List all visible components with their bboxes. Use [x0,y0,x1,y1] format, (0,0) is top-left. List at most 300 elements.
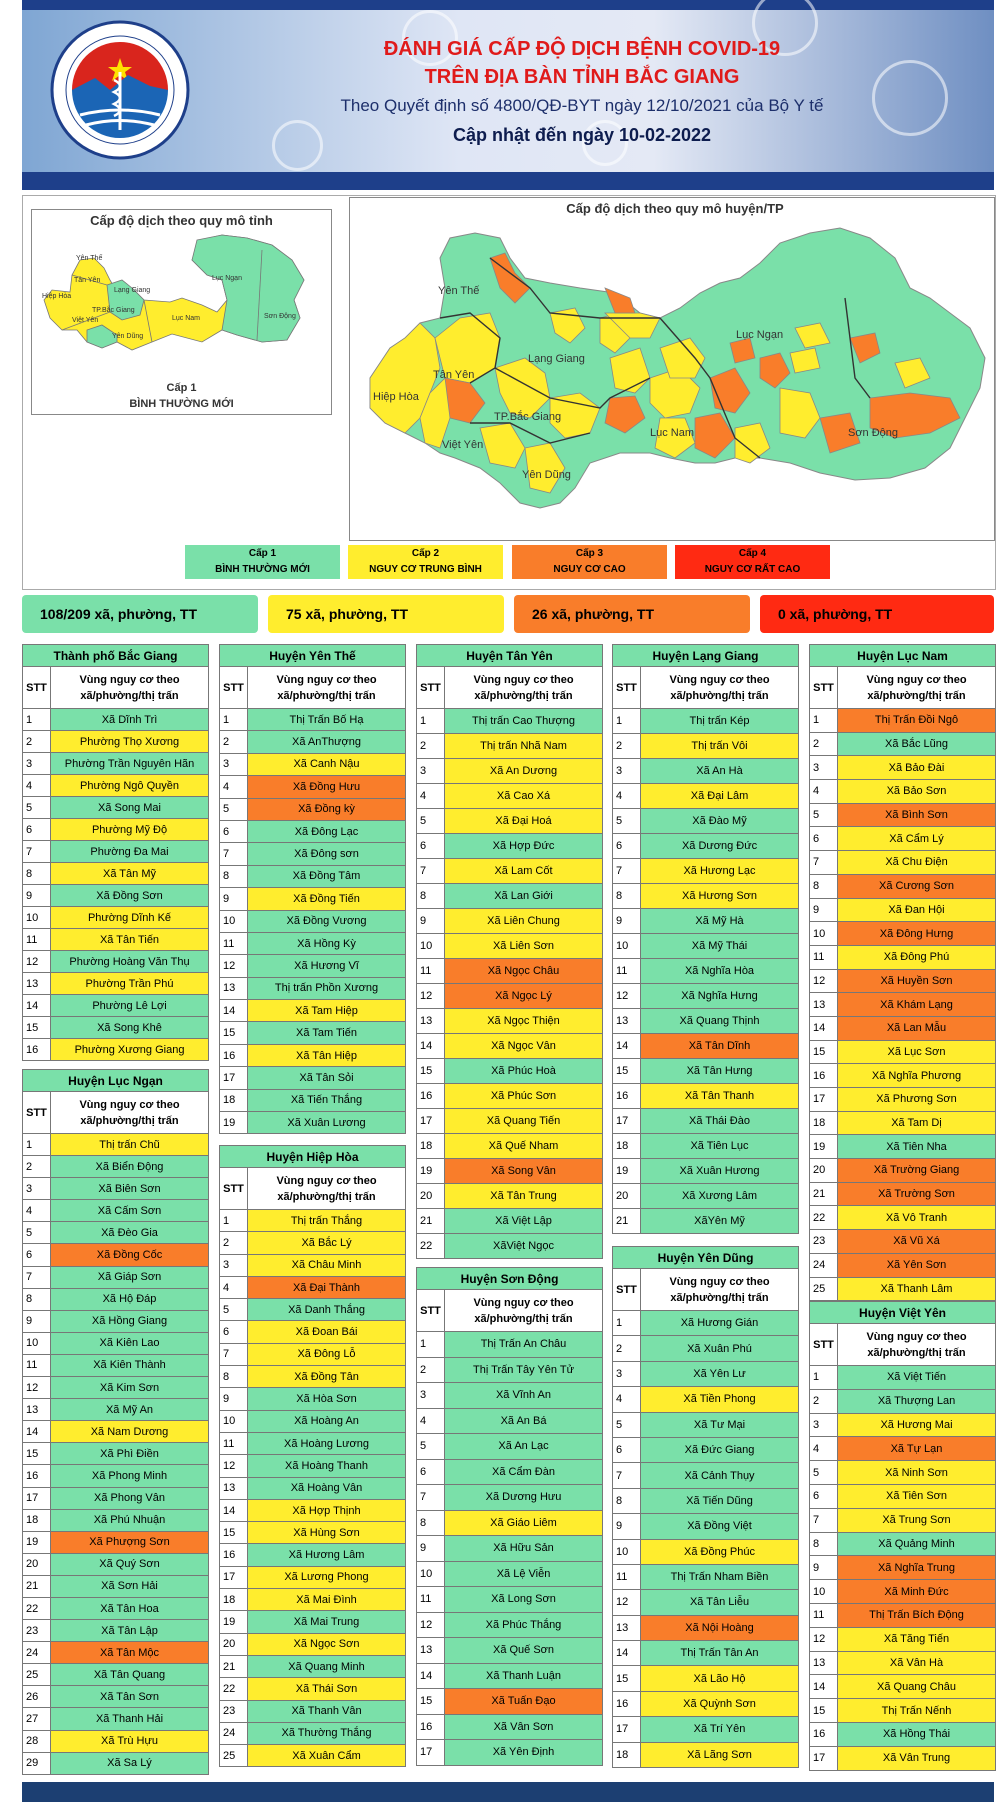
row-commune-name: Xã Xuân Hương [641,1159,799,1184]
row-stt: 10 [613,934,641,959]
row-stt: 25 [220,1745,248,1767]
row-commune-name: Thị trấn Vôi [641,734,799,759]
row-stt: 3 [417,759,445,784]
row-commune-name: Xã Hợp Đức [445,834,603,859]
table-row [810,1040,996,1064]
table-row [613,984,799,1009]
row-stt: 17 [810,1746,838,1770]
province-map-label: Tân Yên [74,277,101,284]
table-row [810,732,996,756]
row-commune-name: Xã Chu Điện [838,851,996,875]
row-commune-name: Xã Trù Hựu [51,1730,209,1752]
row-commune-name: Xã Tiền Phong [641,1387,799,1412]
row-stt: 9 [220,888,248,910]
province-map-image [32,230,331,370]
row-commune-name: Xã Hương Lạc [641,859,799,884]
row-stt: 20 [810,1159,838,1183]
row-stt: 6 [417,834,445,859]
col-header-stt: STT [23,667,51,709]
table-row [23,1039,209,1061]
row-stt: 15 [810,1699,838,1723]
table-row [220,888,406,910]
province-map-label: Việt Yên [72,317,99,324]
row-stt: 1 [810,1366,838,1390]
row-stt: 4 [810,780,838,804]
row-commune-name: Xã Tam Dị [838,1111,996,1135]
row-commune-name: Xã Tiến Dũng [641,1488,799,1513]
table-row [220,731,406,753]
row-stt: 12 [220,955,248,977]
row-stt: 3 [23,1178,51,1200]
row-commune-name: Xã Bảo Sơn [838,780,996,804]
row-stt: 9 [613,1514,641,1539]
table-row [810,756,996,780]
table-row [220,776,406,798]
row-commune-name: Xã Trí Yên [641,1717,799,1742]
row-commune-name: Xã Đan Hội [838,898,996,922]
row-commune-name: Xã Cấm Sơn [51,1200,209,1222]
row-stt: 18 [417,1134,445,1159]
district-table [809,1301,996,1771]
health-department-logo [50,20,190,160]
row-stt: 2 [23,731,51,753]
row-commune-name: Xã Quế Nham [445,1134,603,1159]
table-row [613,1666,799,1691]
row-stt: 3 [220,1254,248,1276]
table-row [23,819,209,841]
row-stt: 15 [613,1059,641,1084]
row-stt: 18 [810,1111,838,1135]
row-commune-name: Xã Tân Liễu [641,1590,799,1615]
row-commune-name: Xã Đồng Hưu [248,776,406,798]
row-commune-name: Xã Cẩm Đàn [445,1459,603,1485]
table-row [810,1366,996,1390]
district-map-label: Yên Dũng [522,469,571,481]
row-commune-name: Xã Vân Trung [838,1746,996,1770]
row-commune-name: Xã Nghĩa Hưng [641,984,799,1009]
page-title-line1: ĐÁNH GIÁ CẤP ĐỘ DỊCH BỆNH COVID-19 [383,38,781,60]
row-stt: 13 [23,973,51,995]
update-date: Cập nhật đến ngày 10-02-2022 [452,125,712,145]
row-stt: 15 [220,1522,248,1544]
district-name: Huyện Lục Nam [810,645,996,667]
row-stt: 1 [23,1134,51,1156]
row-commune-name: Xã Hương Mai [838,1413,996,1437]
row-commune-name: Xã Thanh Luận [445,1663,603,1689]
province-map [31,209,332,415]
table-row [220,977,406,999]
row-stt: 18 [613,1134,641,1159]
banner-top-bar [22,0,994,10]
table-row [810,1508,996,1532]
col-header-stt: STT [417,1290,445,1332]
legend-level-desc: NGUY CƠ TRUNG BÌNH [369,564,482,575]
row-commune-name: Thị trấn Kép [641,709,799,734]
col-header-stt: STT [810,667,838,709]
row-stt: 1 [810,709,838,733]
row-commune-name: Xã Lệ Viễn [445,1561,603,1587]
row-commune-name: Xã Xuân Lương [248,1112,406,1134]
row-stt: 4 [220,776,248,798]
row-stt: 7 [23,1266,51,1288]
row-commune-name: Xã Trường Sơn [838,1182,996,1206]
row-stt: 14 [23,995,51,1017]
row-stt: 8 [23,1288,51,1310]
row-commune-name: Xã Lan Giới [445,884,603,909]
row-stt: 3 [613,759,641,784]
table-row [220,1633,406,1655]
table-row [810,1532,996,1556]
row-stt: 4 [417,784,445,809]
row-stt: 4 [417,1408,445,1434]
row-stt: 15 [613,1666,641,1691]
row-stt: 9 [23,1310,51,1332]
table-row [613,1084,799,1109]
table-row [23,1200,209,1222]
table-row [613,1387,799,1412]
table-row [220,1589,406,1611]
row-commune-name: Xã Tân Lập [51,1620,209,1642]
col-header-area: Vùng nguy cơ theo xã/phường/thị trấn [838,667,996,709]
table-row [23,1244,209,1266]
table-row [417,1059,603,1084]
row-commune-name: Xã Quang Minh [248,1655,406,1677]
district-map-label: Yên Thế [438,285,480,297]
banner-bottom-bar [22,172,994,190]
row-stt: 2 [613,734,641,759]
legend-level-label: Cấp 3 [575,548,604,559]
table-row [810,780,996,804]
row-commune-name: Xã Ngọc Lý [445,984,603,1009]
row-stt: 22 [220,1678,248,1700]
table-row [613,1641,799,1666]
row-commune-name: Xã Phong Vân [51,1487,209,1509]
table-row [23,1642,209,1664]
table-row [613,759,799,784]
district-table [22,644,209,1061]
row-stt: 20 [23,1553,51,1575]
row-commune-name: Xã Thái Đào [641,1109,799,1134]
table-row [220,1499,406,1521]
row-stt: 13 [613,1615,641,1640]
col-header-stt: STT [220,667,248,709]
district-table [612,644,799,1234]
row-commune-name: Xã Châu Minh [248,1254,406,1276]
table-row [810,1088,996,1112]
row-stt: 11 [220,932,248,954]
row-commune-name: Xã Phú Nhuận [51,1509,209,1531]
row-commune-name: Xã Hương Lâm [248,1544,406,1566]
table-row [220,1321,406,1343]
table-row [23,709,209,731]
row-commune-name: Xã Song Mai [51,797,209,819]
row-stt: 15 [417,1689,445,1715]
table-row [417,1159,603,1184]
table-row [613,834,799,859]
row-commune-name: Xã Giáo Liêm [445,1510,603,1536]
province-map-label: Yên Thế [76,255,103,262]
district-name: Huyện Lục Ngạn [23,1070,209,1092]
province-map-label: Hiệp Hòa [42,293,72,300]
col-header-stt: STT [417,667,445,709]
row-stt: 16 [810,1722,838,1746]
row-commune-name: Xã Đoan Bái [248,1321,406,1343]
row-commune-name: Xã Vân Hà [838,1651,996,1675]
table-row [417,1084,603,1109]
row-stt: 17 [220,1566,248,1588]
row-stt: 12 [23,1377,51,1399]
table-row [613,1209,799,1234]
table-row [613,1590,799,1615]
district-name: Thành phố Bắc Giang [23,645,209,667]
row-commune-name: Xã Đồng Cốc [51,1244,209,1266]
district-map-image [350,218,994,538]
table-row [220,1299,406,1321]
table-row [220,1566,406,1588]
table-row [220,1210,406,1232]
row-stt: 3 [613,1361,641,1386]
province-level-desc: BÌNH THƯỜNG MỚI [129,398,234,410]
row-stt: 21 [23,1575,51,1597]
district-table [809,644,996,1301]
table-row [810,1484,996,1508]
table-row [417,1714,603,1740]
table-row [23,1421,209,1443]
row-stt: 1 [220,709,248,731]
table-row [220,1067,406,1089]
row-commune-name: Phường Mỹ Độ [51,819,209,841]
row-stt: 11 [417,959,445,984]
row-commune-name: Xã Phúc Thắng [445,1612,603,1638]
district-table [612,1246,799,1768]
table-row [23,841,209,863]
row-commune-name: Xã Tiên Nha [838,1135,996,1159]
row-stt: 26 [23,1686,51,1708]
table-row [220,1044,406,1066]
table-row [417,1612,603,1638]
row-stt: 12 [417,1612,445,1638]
row-stt: 12 [23,951,51,973]
row-commune-name: Phường Đa Mai [51,841,209,863]
row-commune-name: Xã Đồng Tân [248,1366,406,1388]
table-row [417,1383,603,1409]
table-row [417,1459,603,1485]
row-commune-name: Xã Đức Giang [641,1437,799,1462]
page-subtitle: Theo Quyết định số 4800/QĐ-BYT ngày 12/10/2021 của Bộ Y tế [340,96,824,115]
table-row [417,1587,603,1613]
row-commune-name: Thị Trấn Tân An [641,1641,799,1666]
table-row [23,1443,209,1465]
table-row [220,1477,406,1499]
row-stt: 17 [417,1740,445,1766]
row-commune-name: Xã Biển Động [51,1156,209,1178]
table-row [23,907,209,929]
col-header-area: Vùng nguy cơ theo xã/phường/thị trấn [51,1092,209,1134]
row-stt: 8 [613,884,641,909]
row-commune-name: Xã Bắc Lũng [838,732,996,756]
row-stt: 5 [417,809,445,834]
table-row [220,820,406,842]
row-stt: 17 [613,1109,641,1134]
district-map-label: Lạng Giang [528,353,585,365]
row-commune-name: Xã Tiến Thắng [248,1089,406,1111]
row-commune-name: Xã Tân Hưng [641,1059,799,1084]
row-stt: 16 [613,1691,641,1716]
row-commune-name: Xã Lương Phong [248,1566,406,1588]
row-stt: 16 [417,1714,445,1740]
row-commune-name: Phường Dĩnh Kế [51,907,209,929]
table-row [220,1544,406,1566]
row-commune-name: Xã Yên Lư [641,1361,799,1386]
table-row [23,1487,209,1509]
row-commune-name: Xã Đông sơn [248,843,406,865]
table-row [810,1206,996,1230]
row-commune-name: Phường Trần Phú [51,973,209,995]
row-stt: 3 [810,1413,838,1437]
table-row [613,734,799,759]
row-commune-name: Xã Vô Tranh [838,1206,996,1230]
table-row [417,1034,603,1059]
table-row [417,1536,603,1562]
table-row [810,898,996,922]
table-row [23,1509,209,1531]
row-stt: 2 [810,732,838,756]
table-row [810,1135,996,1159]
table-row [417,1184,603,1209]
row-stt: 5 [810,1461,838,1485]
row-stt: 10 [220,1410,248,1432]
table-row [23,1354,209,1376]
row-stt: 19 [23,1531,51,1553]
row-commune-name: Xã Hoàng Lương [248,1432,406,1454]
row-commune-name: Phường Xương Giang [51,1039,209,1061]
row-stt: 7 [810,851,838,875]
row-stt: 7 [417,1485,445,1511]
district-table [219,1145,406,1767]
row-stt: 17 [220,1067,248,1089]
row-commune-name: Xã Vũ Xá [838,1230,996,1254]
table-row [220,1232,406,1254]
table-row [613,1034,799,1059]
row-stt: 20 [417,1184,445,1209]
row-commune-name: Xã Phúc Hoà [445,1059,603,1084]
row-commune-name: Xã Nghĩa Phương [838,1064,996,1088]
row-commune-name: Xã An Dương [445,759,603,784]
table-row [220,1022,406,1044]
row-commune-name: Xã Hoàng Thanh [248,1455,406,1477]
table-row [613,784,799,809]
row-stt: 16 [220,1544,248,1566]
col-header-area: Vùng nguy cơ theo xã/phường/thị trấn [838,1324,996,1366]
row-stt: 15 [810,1040,838,1064]
row-commune-name: Xã Tân Hoa [51,1597,209,1619]
table-row [613,1514,799,1539]
row-stt: 23 [220,1700,248,1722]
row-stt: 1 [613,1311,641,1336]
row-commune-name: Xã Nội Hoàng [641,1615,799,1640]
table-row [810,1437,996,1461]
row-stt: 11 [810,1603,838,1627]
row-stt: 19 [810,1135,838,1159]
row-commune-name: Xã Mỹ Hà [641,909,799,934]
row-commune-name: Xã Tư Mại [641,1412,799,1437]
table-row [23,951,209,973]
row-commune-name: Xã Lục Sơn [838,1040,996,1064]
table-row [220,1745,406,1767]
district-map-label: Lục Ngạn [736,329,784,341]
row-commune-name: Xã Quang Tiến [445,1109,603,1134]
district-table [219,644,406,1134]
table-row [613,1134,799,1159]
row-stt: 29 [23,1752,51,1774]
row-stt: 8 [613,1488,641,1513]
row-commune-name: Xã Xương Lâm [641,1184,799,1209]
row-commune-name: Xã Yên Định [445,1740,603,1766]
row-stt: 8 [417,1510,445,1536]
row-commune-name: Xã Hộ Đáp [51,1288,209,1310]
row-commune-name: Xã Đồng Tiến [248,888,406,910]
row-stt: 8 [417,884,445,909]
row-stt: 17 [417,1109,445,1134]
table-row [810,1675,996,1699]
row-commune-name: Thị Trấn Tây Yên Tử [445,1357,603,1383]
row-stt: 7 [613,859,641,884]
table-row [23,1266,209,1288]
province-map-label: Lục Nam [172,315,201,322]
row-stt: 8 [220,1366,248,1388]
table-row [417,934,603,959]
table-row [23,1465,209,1487]
row-commune-name: Xã An Bá [445,1408,603,1434]
row-stt: 15 [417,1059,445,1084]
table-row [23,1664,209,1686]
row-stt: 16 [220,1044,248,1066]
table-row [417,1434,603,1460]
row-stt: 2 [23,1156,51,1178]
table-row [220,1112,406,1134]
table-row [220,1276,406,1298]
row-commune-name: Xã Song Khê [51,1017,209,1039]
row-commune-name: Xã Hợp Thịnh [248,1499,406,1521]
row-stt: 14 [810,1016,838,1040]
row-stt: 8 [810,1532,838,1556]
row-stt: 5 [613,809,641,834]
row-commune-name: Xã Liên Chung [445,909,603,934]
row-commune-name: Xã Ngọc Vân [445,1034,603,1059]
row-commune-name: Xã Hòa Sơn [248,1388,406,1410]
table-row [810,1651,996,1675]
row-commune-name: Xã Biên Sơn [51,1178,209,1200]
district-name: Huyện Việt Yên [810,1302,996,1324]
row-stt: 12 [613,1590,641,1615]
row-commune-name: Xã Quế Sơn [445,1638,603,1664]
table-row [417,734,603,759]
row-stt: 4 [23,775,51,797]
row-stt: 5 [23,1222,51,1244]
row-commune-name: Xã Mai Đình [248,1589,406,1611]
row-commune-name: Xã Tân Dĩnh [641,1034,799,1059]
row-stt: 12 [613,984,641,1009]
row-stt: 5 [613,1412,641,1437]
province-map-label: TP.Bắc Giang [92,307,135,314]
row-stt: 5 [23,797,51,819]
row-stt: 11 [810,945,838,969]
row-commune-name: Xã An Lạc [445,1434,603,1460]
row-commune-name: Thị trấn Chũ [51,1134,209,1156]
table-row [220,1432,406,1454]
table-row [613,1463,799,1488]
row-stt: 3 [220,753,248,775]
